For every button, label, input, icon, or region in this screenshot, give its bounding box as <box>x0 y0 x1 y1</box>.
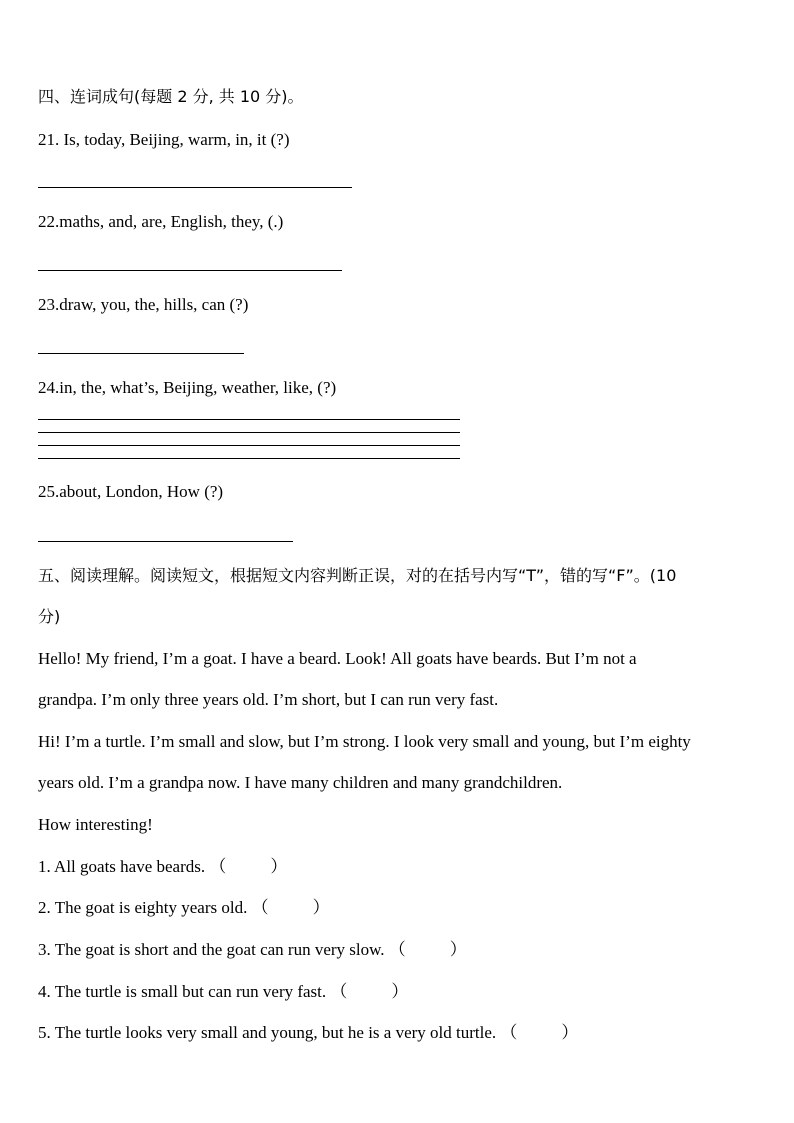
section4-heading: 四、连词成句(每题 2 分, 共 10 分)。 <box>38 87 304 106</box>
answer-line-24d[interactable] <box>38 458 460 459</box>
question-21: 21. Is, today, Beijing, warm, in, it (?) <box>38 130 290 149</box>
answer-line-24a[interactable] <box>38 419 460 420</box>
answer-bracket-4[interactable]: （ ） <box>330 982 409 1001</box>
statement-3 <box>38 940 467 960</box>
passage-line-3: Hi! I’m a turtle. I’m small and slow, but I’m strong. I look very small and young, but I’m eighty <box>38 732 691 751</box>
statement-1 <box>38 857 287 877</box>
passage-line-5: How interesting! <box>38 815 153 834</box>
answer-line-24b[interactable] <box>38 432 460 433</box>
statement-4 <box>38 982 408 1002</box>
answer-line-25[interactable] <box>38 541 293 542</box>
question-25: 25.about, London, How (?) <box>38 482 224 501</box>
statement-2-text: 2. The goat is eighty years old. <box>38 898 248 917</box>
answer-bracket-2[interactable]: （ ） <box>251 898 330 917</box>
answer-line-24c[interactable] <box>38 445 460 446</box>
statement-1-text: 1. All goats have beards. <box>38 857 206 876</box>
question-22: 22.maths, and, are, English, they, (.) <box>38 212 284 231</box>
passage-line-4: years old. I’m a grandpa now. I have many children and many grandchildren. <box>38 773 563 792</box>
answer-line-23[interactable] <box>38 353 244 354</box>
statement-4-text: 4. The turtle is small but can run very fast. <box>38 982 327 1001</box>
section5-heading-cont: 分) <box>38 607 61 626</box>
question-24: 24.in, the, what’s, Beijing, weather, like, (?) <box>38 378 337 397</box>
passage-line-2: grandpa. I’m only three years old. I’m short, but I can run very fast. <box>38 690 499 709</box>
answer-line-21[interactable] <box>38 187 352 188</box>
statement-3-text: 3. The goat is short and the goat can run very slow. <box>38 940 385 959</box>
statement-5-text: 5. The turtle looks very small and young, but he is a very old turtle. <box>38 1023 497 1042</box>
statement-2 <box>38 898 330 918</box>
answer-line-22[interactable] <box>38 270 342 271</box>
answer-bracket-5[interactable]: （ ） <box>500 1023 579 1042</box>
section5-heading: 五、阅读理解。阅读短文，根据短文内容判断正误，对的在括号内写“T”，错的写“F”。(10 <box>38 566 677 585</box>
passage-line-1: Hello! My friend, I’m a goat. I have a beard. Look! All goats have beards. But I’m not a <box>38 649 637 668</box>
question-23: 23.draw, you, the, hills, can (?) <box>38 295 249 314</box>
statement-5 <box>38 1023 578 1043</box>
answer-bracket-3[interactable]: （ ） <box>388 940 467 959</box>
answer-bracket-1[interactable]: （ ） <box>209 857 288 876</box>
